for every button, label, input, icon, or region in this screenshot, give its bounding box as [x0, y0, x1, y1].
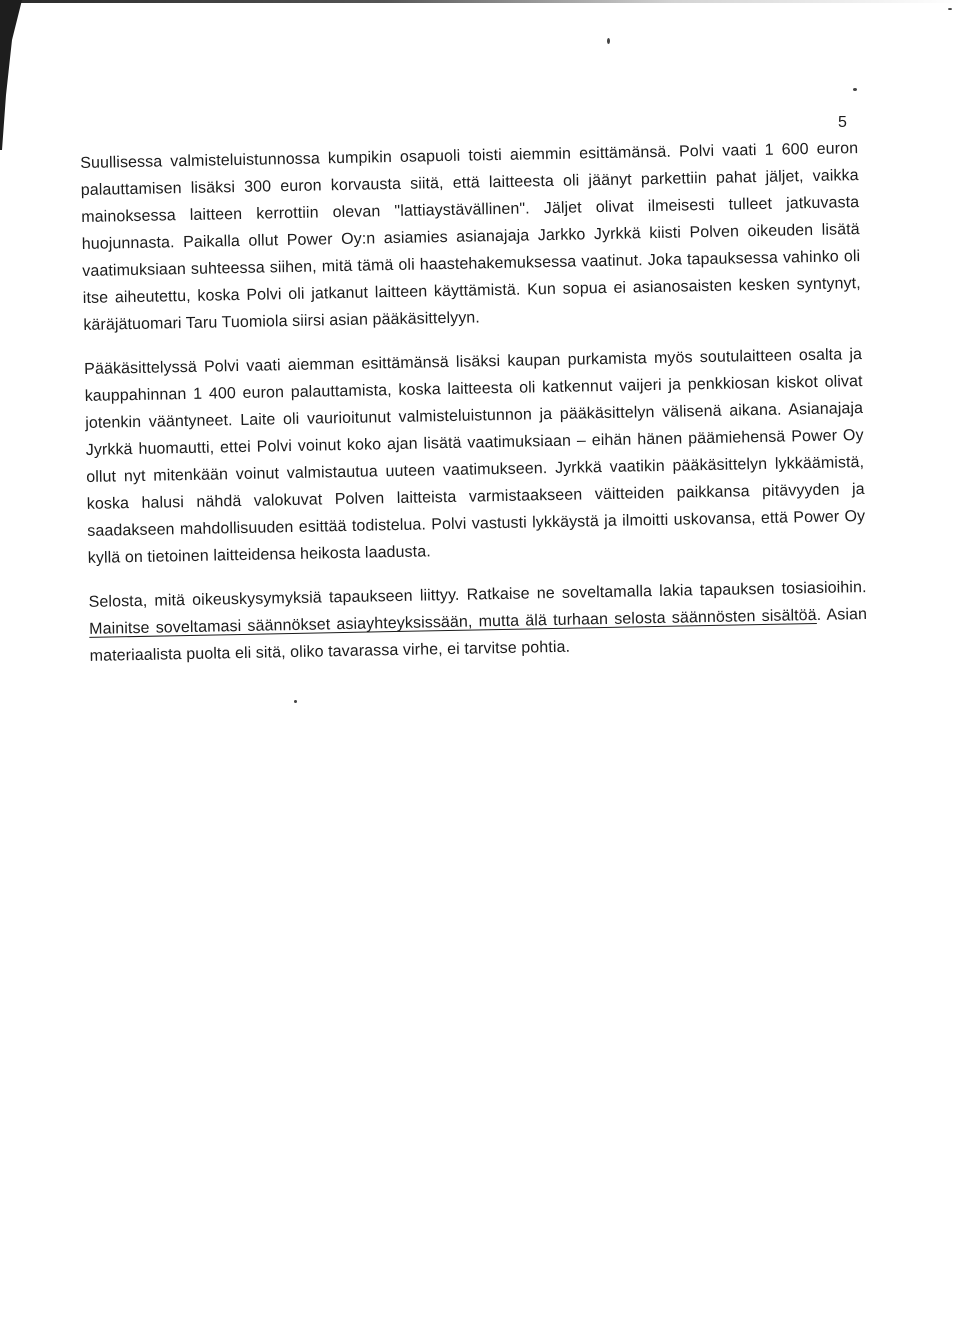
- instructions-text-end: . Asian materiaalista puolta eli sitä, oliko tavarassa virhe, ei tarvitse pohtia.: [89, 605, 868, 665]
- instructions-underlined-text: Mainitse soveltamasi säännökset asiayhteyksissään, mutta älä turhaan selosta säännösten sisältöä: [89, 606, 817, 638]
- page-number: 5: [838, 114, 847, 131]
- document-body: [80, 135, 868, 687]
- paragraph-main-hearing: Pääkäsittelyssä Polvi vaati aiemman esittämänsä lisäksi kaupan purkamista myös soutulaitteen osalta ja kauppahinnan 1 400 euron palauttamista, koska laitteesta oli katkennut vaijeri ja penkkiosan kiskot olivat jotenkin vääntyneet. Laite oli vaurioitunut valmisteluistunnon ja pääkäsittelyn välisenä aikana. Asianajaja Jyrkkä huomautti, ettei Polvi voinut koko ajan lisätä vaatimuksiaan – eihän hänen päämiehensä Power Oy ollut nyt mitenkään voinut valmistautua uuteen vaatimukseen. Jyrkkä vaatikin pääkäsittelyn lykkäämistä, koska halusi nähdä valokuvat Polven laitteista varmistaakseen väitteiden paikkansa pitävyyden ja saadakseen mahdollisuuden esittää todistelua. Polvi vastusti lykkäystä ja ilmoitti uskovansa, että Power Oy kyllä on tietoinen laitteidensa heikosta laadusta.: [84, 346, 866, 567]
- scan-speck: [853, 88, 857, 91]
- scan-speck: [948, 8, 952, 10]
- paragraph-preparatory-hearing: Suullisessa valmisteluistunnossa kumpikin osapuoli toisti aiemmin esittämänsä. Polvi vaati 1 600 euron palauttamisen lisäksi 300 euron korvausta siitä, että laitteesta oli jäänyt parkettiin pahat jäljet, vaikka mainoksessa laitteen kerrottiin olevan "lattiaystävällinen". Jäljet olivat ilmeisesti tulleet jatkuvasta huojunnasta. Paikalla ollut Power Oy:n asiamies asianajaja Jarkko Jyrkkä kiisti Polven oikeuden lisätä vaatimuksiaan suhteessa siihen, mitä tämä oli haastehakemuksessa vaatinut. Joka tapauksessa vahinko oli itse aiheutettu, koska Polvi oli jatkanut laitteen käyttämistä. Kun sopua ei asianosaisten kesken syntynyt, käräjätuomari Taru Tuomiola siirsi asian pääkäsittelyyn.: [80, 140, 861, 334]
- scan-edge-mark: [0, 0, 22, 150]
- scan-top-edge: [0, 0, 960, 3]
- instructions-text: Selosta, mitä oikeuskysymyksiä tapaukseen liittyy. Ratkaise ne soveltamalla lakia tapauksen tosiasioihin.: [88, 578, 867, 611]
- scan-speck: [294, 700, 297, 703]
- paragraph-instructions: [88, 574, 867, 670]
- scan-speck: [607, 38, 610, 44]
